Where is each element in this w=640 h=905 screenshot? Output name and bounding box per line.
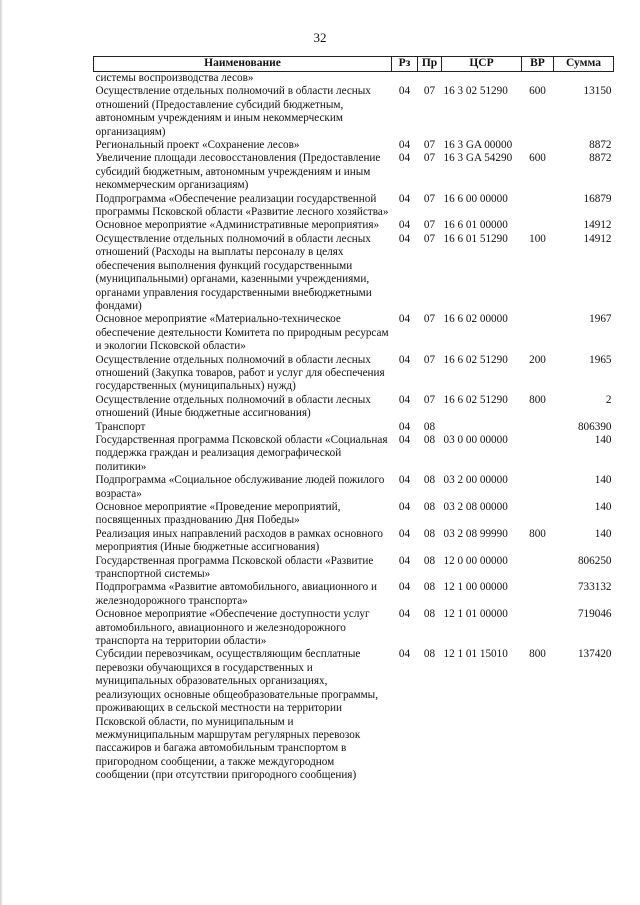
table-row	[94, 139, 614, 152]
column-header-csr: ЦСР	[442, 57, 522, 72]
row-vr	[522, 608, 554, 648]
row-sum: 13150	[583, 85, 612, 98]
row-csr: 16 6 02 00000	[443, 313, 508, 326]
row-name: Государственная программа Псковской области «Социальная поддержка граждан и реализация демографической политики»	[95, 433, 388, 473]
table-row	[94, 233, 614, 313]
row-pr: 07	[423, 313, 436, 326]
row-csr: 16 6 02 51290	[443, 393, 508, 406]
budget-table	[93, 56, 614, 783]
row-vr	[522, 434, 554, 474]
row-pr: 07	[423, 353, 436, 366]
row-vr: 600	[529, 152, 546, 165]
table-body	[94, 72, 614, 783]
row-csr: 12 1 00 00000	[443, 581, 508, 594]
row-sum: 1965	[589, 353, 612, 366]
row-rz: 04	[398, 353, 411, 366]
row-sum: 8872	[589, 139, 612, 152]
row-name: Основное мероприятие «Обеспечение доступности услуг автомобильного, авиационного и железнодорожного транспорта на территории области»	[95, 608, 370, 648]
row-sum: 14912	[583, 232, 612, 245]
row-vr: 100	[529, 232, 546, 245]
column-header-pr: Пр	[418, 57, 442, 72]
row-sum: 733132	[577, 581, 612, 594]
row-pr: 07	[423, 232, 436, 245]
row-rz: 04	[398, 152, 411, 165]
row-csr	[442, 72, 522, 86]
row-csr: 16 6 01 00000	[443, 219, 508, 232]
row-sum: 1967	[589, 313, 612, 326]
row-csr	[442, 421, 522, 434]
row-vr	[522, 421, 554, 434]
row-sum: 8872	[589, 152, 612, 165]
row-rz: 04	[398, 527, 411, 540]
row-name: Региональный проект «Сохранение лесов»	[95, 139, 300, 152]
column-header-sum: Сумма	[554, 57, 614, 72]
row-rz: 04	[398, 608, 411, 621]
row-pr: 08	[423, 608, 436, 621]
table-row	[94, 152, 614, 192]
row-name: Основное мероприятие «Проведение мероприятий, посвященных празднованию Дня Победы»	[95, 501, 341, 527]
row-sum: 806390	[577, 420, 612, 433]
row-rz: 04	[398, 474, 411, 487]
row-vr: 800	[529, 648, 546, 661]
row-name: Государственная программа Псковской области «Развитие транспортной системы»	[95, 554, 374, 581]
row-name: Осуществление отдельных полномочий в области лесных отношений (Закупка товаров, работ и услуг для обеспечения государственных (муниципальных) нужд)	[95, 353, 385, 393]
row-pr: 08	[423, 433, 436, 446]
row-vr: 800	[529, 527, 546, 540]
row-rz: 04	[398, 433, 411, 446]
table-row	[94, 434, 614, 474]
row-vr	[522, 219, 554, 232]
row-pr: 08	[423, 420, 436, 433]
row-csr: 03 0 00 00000	[443, 433, 508, 446]
row-pr: 07	[423, 393, 436, 406]
row-name: Подпрограмма «Социальное обслуживание людей пожилого возраста»	[95, 474, 385, 500]
row-csr: 12 1 01 15010	[443, 648, 508, 661]
row-sum: 140	[594, 433, 612, 446]
table-row	[94, 394, 614, 421]
row-pr: 08	[423, 581, 436, 594]
row-rz	[392, 72, 418, 86]
row-vr	[522, 581, 554, 608]
row-pr: 07	[423, 139, 436, 152]
row-rz: 04	[398, 420, 411, 433]
row-sum: 137420	[577, 648, 612, 661]
table-row	[94, 421, 614, 434]
row-vr	[522, 193, 554, 220]
row-rz: 04	[398, 581, 411, 594]
column-header-name: Наименование	[94, 57, 392, 72]
row-csr: 03 2 08 00000	[443, 501, 508, 513]
row-rz: 04	[398, 501, 411, 513]
row-pr: 07	[423, 219, 436, 232]
row-pr: 08	[423, 474, 436, 487]
table-row	[94, 193, 614, 220]
row-name: Реализация иных направлений расходов в рамках основного мероприятия (Иные бюджетные ассигнования)	[95, 527, 383, 554]
row-sum: 806250	[577, 554, 612, 567]
row-csr: 16 3 GA 00000	[443, 139, 513, 152]
row-pr	[418, 72, 442, 86]
column-header-vr: ВР	[522, 57, 554, 72]
table-row	[94, 581, 614, 608]
row-name: Осуществление отдельных полномочий в области лесных отношений (Иные бюджетные ассигнования)	[95, 393, 371, 420]
row-rz: 04	[398, 393, 411, 406]
row-pr: 08	[423, 648, 436, 661]
table-row	[94, 219, 614, 232]
row-pr: 08	[423, 501, 436, 513]
row-rz: 04	[398, 192, 411, 205]
page-number: 32	[313, 30, 327, 45]
row-vr	[522, 139, 554, 152]
row-pr: 07	[423, 85, 436, 98]
table-row	[94, 501, 614, 528]
row-rz: 04	[398, 139, 411, 152]
row-pr: 08	[423, 554, 436, 567]
table-row	[94, 313, 614, 353]
row-vr: 600	[529, 85, 546, 98]
table-row	[94, 528, 614, 555]
row-vr: 800	[529, 393, 546, 406]
row-vr: 200	[529, 353, 546, 366]
row-name: Субсидии перевозчикам, осуществляющим бесплатные перевозки обучающихся в государственных и муниципальных образовательных организациях, реализующих основные общеобразовательные программы, проживающих в сельской местности на территории Псковской области, по муниципальным и межмуниципальным маршрутам регулярных перевозок пассажиров и багажа автомобильным транспортом в пригородном сообщении, а также междугородном сообщении (при отсутствии пригородного сообщения)	[95, 648, 378, 782]
table-row	[94, 354, 614, 394]
row-csr: 16 6 00 00000	[443, 192, 508, 205]
row-csr: 16 3 GA 54290	[443, 152, 513, 165]
row-csr: 12 0 00 00000	[443, 554, 508, 567]
row-sum: 16879	[583, 192, 612, 205]
row-sum: 2	[605, 393, 612, 406]
row-vr	[522, 474, 554, 501]
row-sum: 140	[594, 474, 612, 487]
row-pr: 07	[423, 152, 436, 165]
row-name: системы воспроизводства лесов»	[95, 72, 254, 84]
row-name: Основное мероприятие «Административные мероприятия»	[95, 219, 380, 232]
table-row	[94, 608, 614, 648]
row-pr: 08	[423, 527, 436, 540]
row-name: Осуществление отдельных полномочий в области лесных отношений (Предоставление субсидий бюджетным, автономным учреждениям и иным некоммерческим организациям)	[95, 85, 371, 138]
row-sum	[554, 72, 614, 86]
row-pr: 07	[423, 192, 436, 205]
row-rz: 04	[398, 313, 411, 326]
row-vr	[522, 555, 554, 582]
row-name: Транспорт	[95, 420, 146, 433]
row-rz: 04	[398, 219, 411, 232]
row-name: Подпрограмма «Развитие автомобильного, авиационного и железнодорожного транспорта»	[95, 581, 378, 607]
row-name: Осуществление отдельных полномочий в области лесных отношений (Расходы на выплаты персоналу в целях обеспечения выполнения функций государственными (муниципальными) органами, казенными учреждениями, органами управления государственными внебюджетными фондами)	[95, 232, 372, 312]
row-csr: 03 2 08 99990	[443, 527, 508, 540]
table-row	[94, 555, 614, 582]
row-rz: 04	[398, 554, 411, 567]
table-row	[94, 85, 614, 139]
row-vr	[522, 501, 554, 528]
row-name: Основное мероприятие «Материально-техническое обеспечение деятельности Комитета по природным ресурсам и экологии Псковской области»	[95, 313, 389, 353]
column-header-rz: Рз	[392, 57, 418, 72]
row-vr	[522, 72, 554, 86]
row-name: Подпрограмма «Обеспечение реализации государственной программы Псковской области «Развитие лесного хозяйства»	[95, 192, 389, 219]
row-sum: 719046	[577, 608, 612, 621]
table-row	[94, 72, 614, 86]
table-row	[94, 474, 614, 501]
row-rz: 04	[398, 85, 411, 98]
row-name: Увеличение площади лесовосстановления (Предоставление субсидий бюджетным, автономным учреждениям и иным некоммерческим организациям)	[95, 152, 381, 192]
row-csr: 03 2 00 00000	[443, 474, 508, 487]
row-rz: 04	[398, 232, 411, 245]
row-csr: 16 6 02 51290	[443, 353, 508, 366]
row-sum: 14912	[583, 219, 612, 232]
row-rz: 04	[398, 648, 411, 661]
row-vr	[522, 313, 554, 353]
row-csr: 16 6 01 51290	[443, 232, 508, 245]
row-sum: 140	[594, 527, 612, 540]
scan-edge	[0, 0, 3, 905]
row-sum: 140	[594, 501, 612, 513]
table-header	[94, 57, 614, 72]
row-csr: 16 3 02 51290	[443, 85, 508, 98]
row-csr: 12 1 01 00000	[443, 608, 508, 621]
table-row	[94, 648, 614, 782]
